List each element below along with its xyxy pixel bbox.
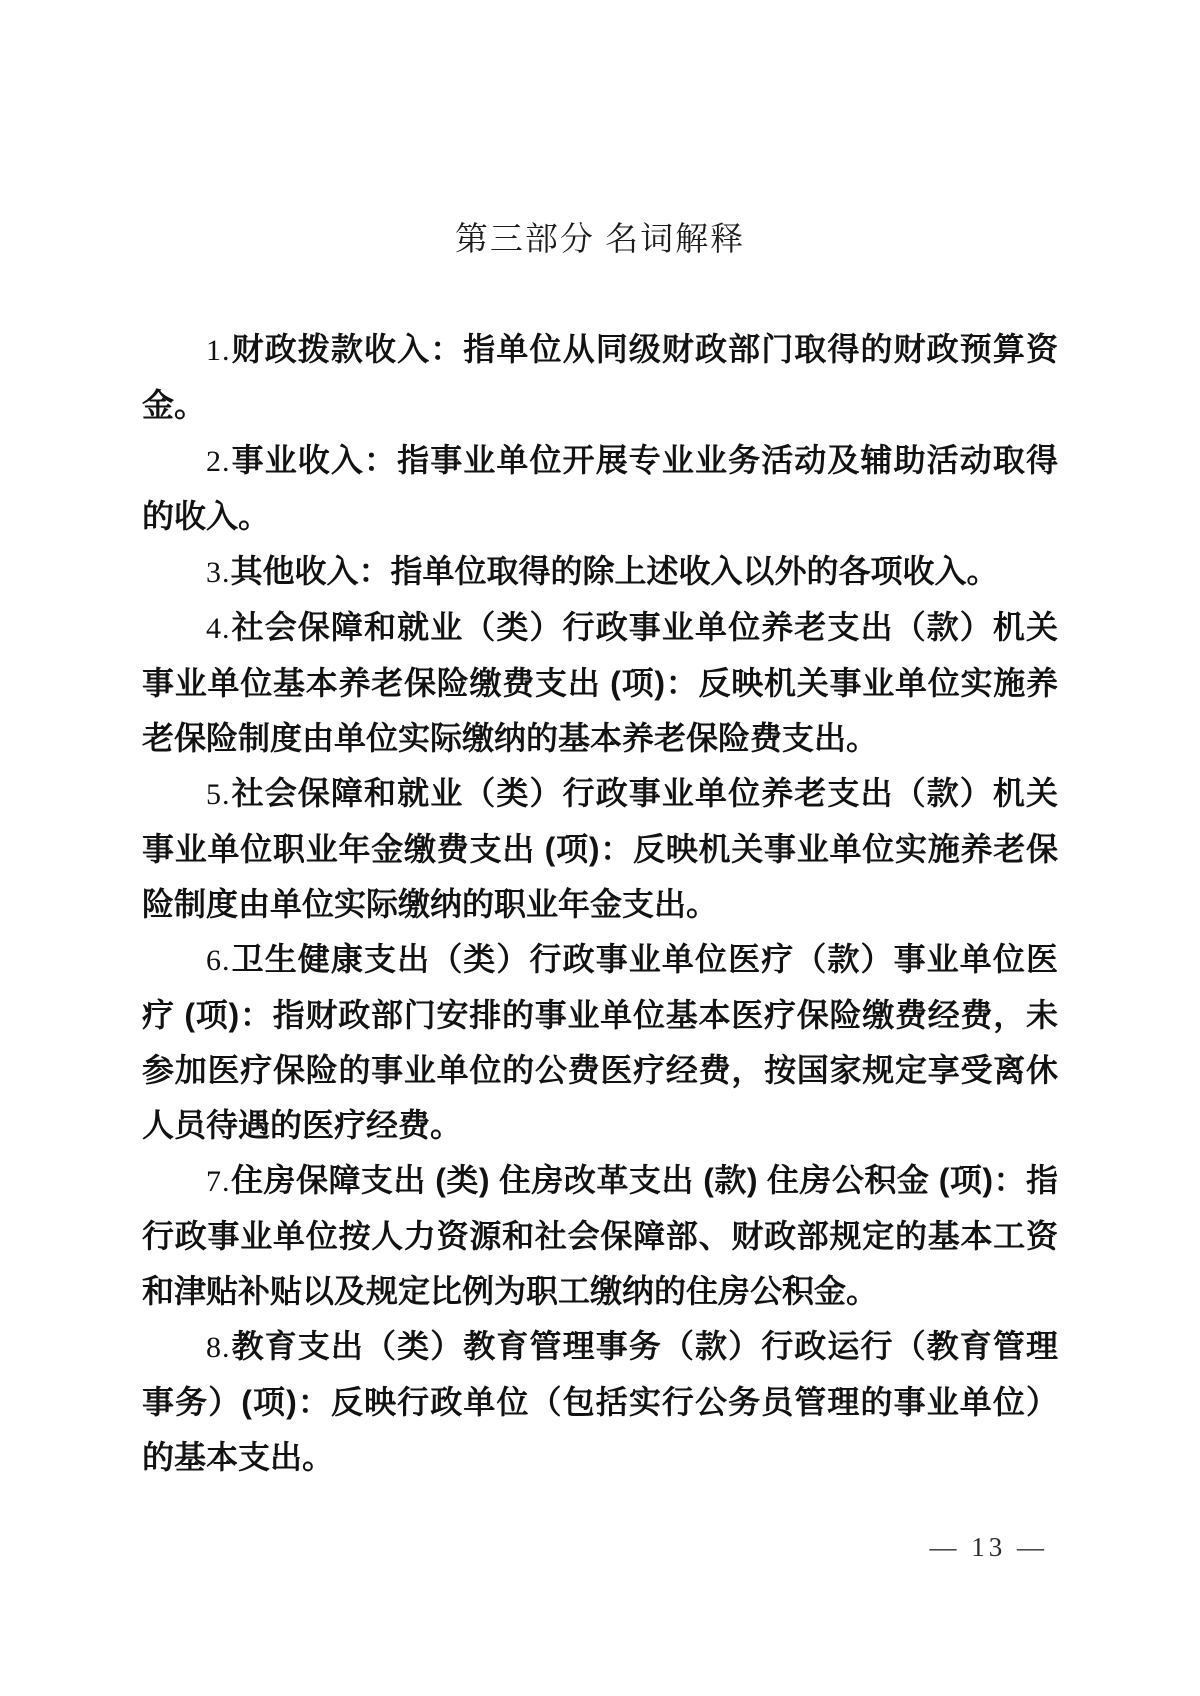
document-body: [142, 322, 1058, 1485]
page-title: 第三部分 名词解释: [454, 222, 746, 258]
item-number-7: 7.: [206, 1165, 231, 1198]
paragraph-5: [142, 766, 1058, 932]
item-number-6: 6.: [206, 944, 231, 977]
paragraph-2: [142, 433, 1058, 544]
item-number-1: 1.: [206, 334, 231, 367]
item-text-1: 财政拨款收入：指单位从同级财政部门取得的财政预算资金。: [142, 331, 1058, 423]
item-text-8: 教育支出（类）教育管理事务（款）行政运行（教育管理事务）(项)：反映行政单位（包括实行公务员管理的事业单位）的基本支出。: [142, 1328, 1058, 1475]
paragraph-1: [142, 322, 1058, 433]
paragraph-4: [142, 600, 1058, 766]
item-number-5: 5.: [206, 778, 231, 811]
item-number-4: 4.: [206, 612, 231, 645]
item-number-2: 2.: [206, 445, 231, 478]
paragraph-8: [142, 1319, 1058, 1485]
item-text-6: 卫生健康支出（类）行政事业单位医疗（款）事业单位医疗 (项)：指财政部门安排的事业单位基本医疗保险缴费经费，未参加医疗保险的事业单位的公费医疗经费，按国家规定享受离休人员待遇的医疗经费。: [142, 941, 1058, 1143]
item-text-3: 其他收入：指单位取得的除上述收入以外的各项收入。: [230, 553, 999, 589]
item-text-2: 事业收入：指事业单位开展专业业务活动及辅助活动取得的收入。: [142, 442, 1058, 534]
paragraph-7: [142, 1153, 1058, 1319]
item-number-3: 3.: [206, 556, 231, 589]
item-text-5: 社会保障和就业（类）行政事业单位养老支出（款）机关事业单位职业年金缴费支出 (项)：反映机关事业单位实施养老保险制度由单位实际缴纳的职业年金支出。: [142, 775, 1058, 922]
item-text-4: 社会保障和就业（类）行政事业单位养老支出（款）机关事业单位基本养老保险缴费支出 (项)：反映机关事业单位实施养老保险制度由单位实际缴纳的基本养老保险费支出。: [142, 609, 1058, 756]
paragraph-3: [142, 544, 1058, 600]
page-number: — 13 —: [929, 1532, 1048, 1562]
item-text-7: 住房保障支出 (类) 住房改革支出 (款) 住房公积金 (项)：指行政事业单位按人力资源和社会保障部、财政部规定的基本工资和津贴补贴以及规定比例为职工缴纳的住房公积金。: [142, 1162, 1058, 1309]
paragraph-6: [142, 932, 1058, 1153]
item-number-8: 8.: [206, 1331, 231, 1364]
